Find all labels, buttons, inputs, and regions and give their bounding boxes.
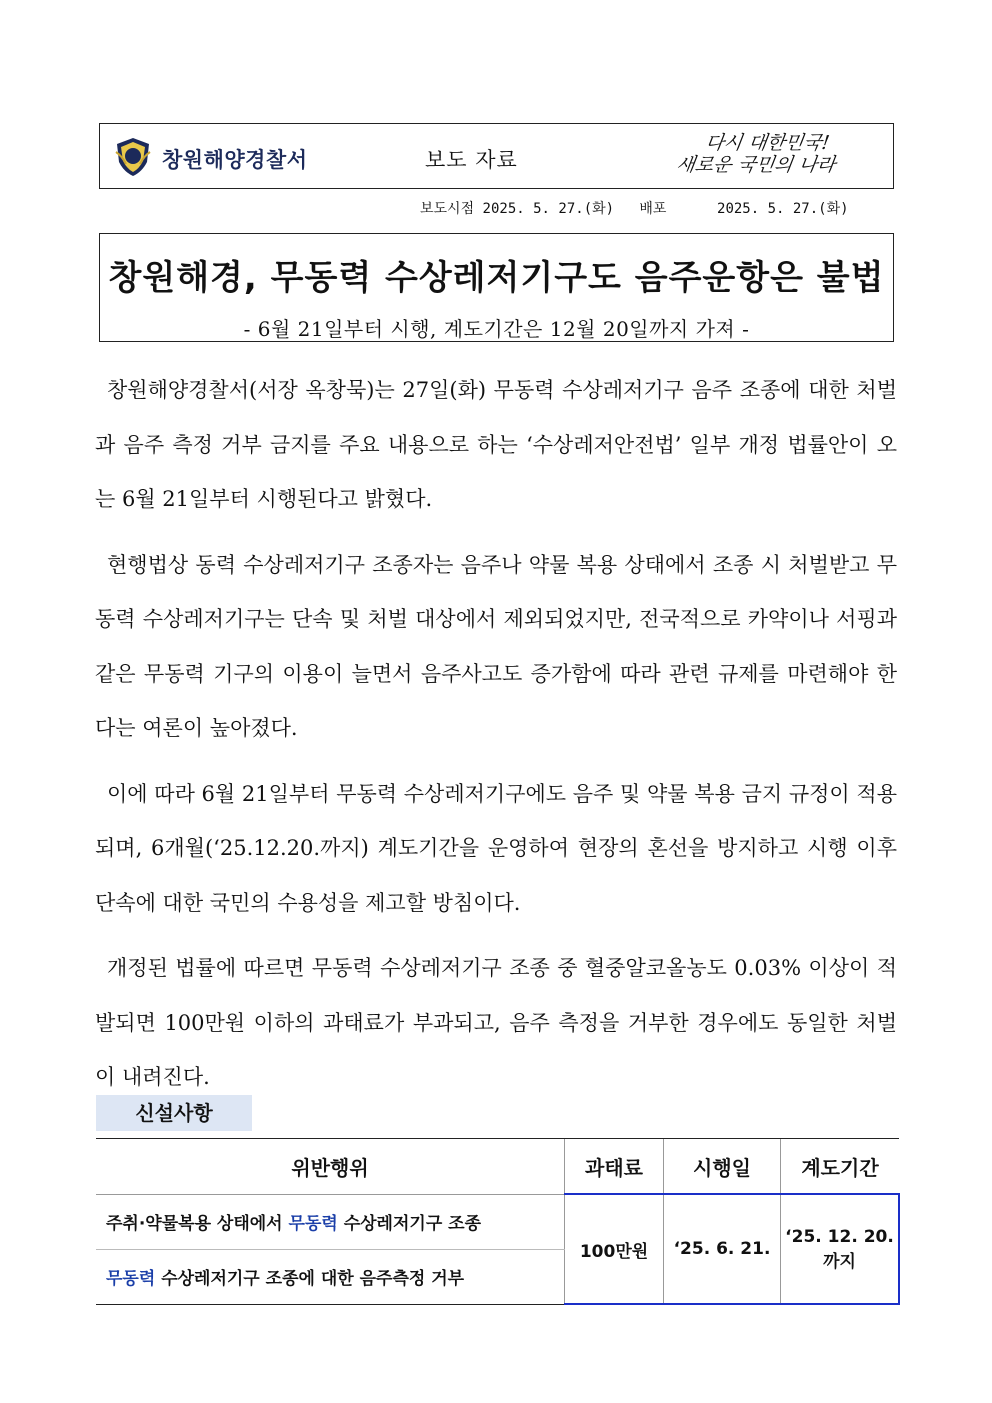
release-label: 보도시점 [420, 201, 475, 217]
header-grace-period: 계도기간 [781, 1139, 900, 1195]
violation-text: 수상레저기구 조종에 대한 음주측정 거부 [155, 1269, 465, 1289]
paragraph: 이에 따라 6월 21일부터 무동력 수상레저기구에도 음주 및 약물 복용 금지 규정이 적용되며, 6개월(‘25.12.20.까지) 계도기간을 운영하여 현장의 혼선을 방지하고 시행 이후 단속에 대한 국민의 수용성을 제고할 방침이다. [95, 781, 897, 915]
highlight-text: 무동력 [288, 1214, 338, 1234]
header-violation: 위반행위 [96, 1139, 565, 1195]
distribution-date: 2025. 5. 27.(화) [717, 201, 849, 217]
violation-text: 수상레저기구 조종 [337, 1214, 482, 1234]
header-fine: 과태료 [565, 1139, 664, 1195]
page-title: 창원해경, 무동력 수상레저기구도 음주운항은 불법 [108, 258, 885, 298]
coast-guard-emblem-icon [112, 136, 154, 178]
violation-text: 주취·약물복용 상태에서 [106, 1214, 289, 1234]
paragraph: 현행법상 동력 수상레저기구 조종자는 음주나 약물 복용 상태에서 조종 시 처벌받고 무동력 수상레저기구는 단속 및 처벌 대상에서 제외되었지만, 전국적으로 카약이나 서핑과 같은 무동력 기구의 이용이 늘면서 음주사고도 증가함에 따라 관련 규제를 마련해야 한다는 여론이 높아졌다. [95, 552, 897, 740]
distribution-label: 배포 [639, 201, 667, 217]
slogan-line-1: 다시 대한민국! [704, 132, 831, 154]
slogan-line-2: 새로운 국민의 나라 [674, 154, 837, 176]
page-subtitle: - 6월 21일부터 시행, 계도기간은 12월 20일까지 가져 - [243, 317, 750, 341]
new-rules-table [96, 1138, 900, 1305]
fine-cell: 100만원 [565, 1194, 664, 1304]
press-release-label: 보도 자료 [425, 148, 518, 172]
press-header [99, 123, 894, 189]
title-box [99, 233, 894, 342]
violation-cell [96, 1249, 565, 1304]
article-body [95, 363, 897, 1116]
paragraph: 창원해양경찰서(서장 옥창묵)는 27일(화) 무동력 수상레저기구 음주 조종에 대한 처벌과 음주 측정 거부 금지를 주요 내용으로 하는 ‘수상레저안전법’ 일부 개정 법률안이 오는 6월 21일부터 시행된다고 밝혔다. [95, 378, 897, 511]
violation-cell [96, 1194, 565, 1249]
release-info [420, 198, 849, 218]
effective-date-cell: ‘25. 6. 21. [664, 1194, 781, 1304]
release-date: 2025. 5. 27.(화) [482, 201, 615, 217]
header-effective-date: 시행일 [664, 1139, 781, 1195]
org-name: 창원해양경찰서 [162, 148, 308, 172]
highlight-text: 무동력 [106, 1269, 156, 1289]
grace-period-cell: ‘25. 12. 20.까지 [781, 1194, 900, 1304]
table-row [96, 1194, 899, 1249]
table-header-row [96, 1139, 899, 1195]
section-tag: 신설사항 [96, 1095, 252, 1131]
slogan [675, 132, 881, 176]
paragraph: 개정된 법률에 따르면 무동력 수상레저기구 조종 중 혈중알코올농도 0.03% 이상이 적발되면 100만원 이하의 과태료가 부과되고, 음주 측정을 거부한 경우에도 동일한 처벌이 내려진다. [95, 956, 897, 1089]
